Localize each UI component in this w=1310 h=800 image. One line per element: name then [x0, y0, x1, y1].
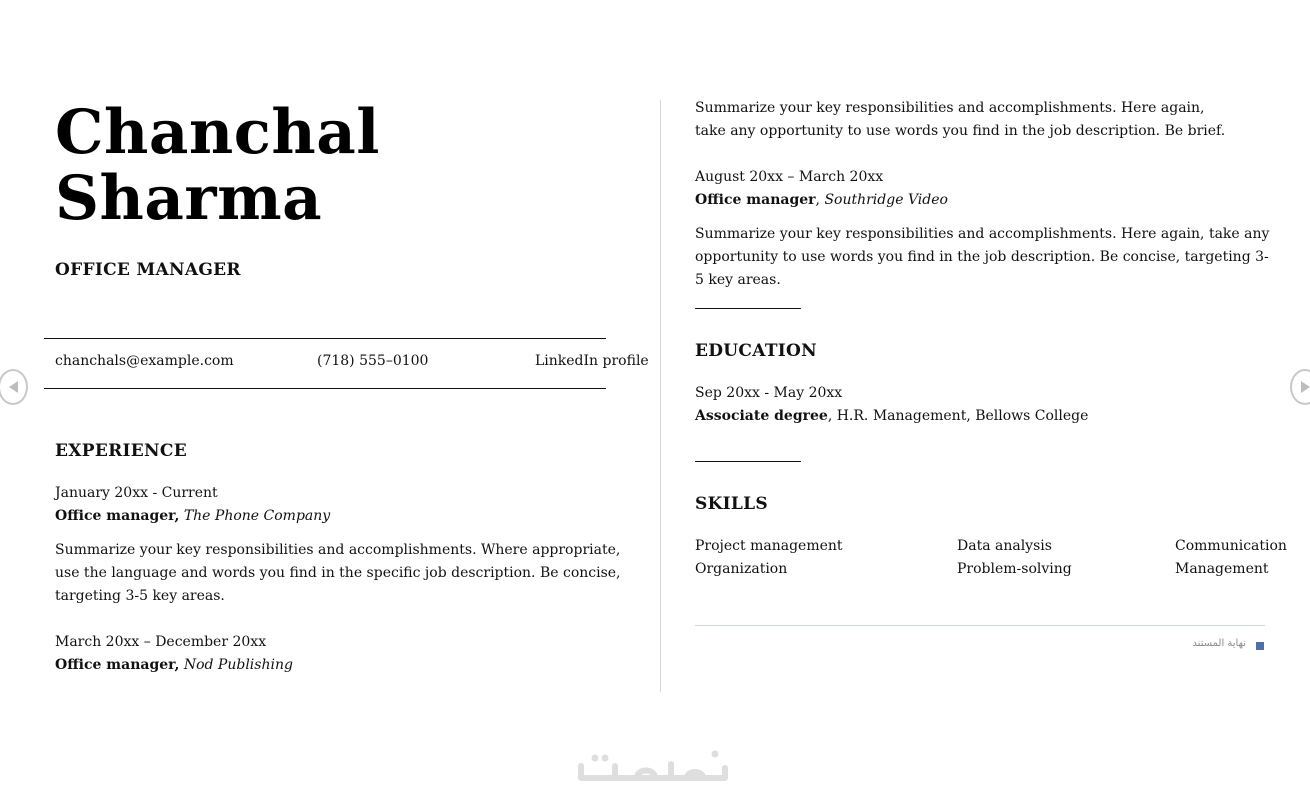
- chevron-right-icon: [1301, 381, 1310, 393]
- job-2-company: Nod Publishing: [183, 657, 293, 673]
- contact-email[interactable]: chanchals@example.com: [55, 353, 234, 369]
- job-title: OFFICE MANAGER: [55, 260, 241, 280]
- education-heading: EDUCATION: [695, 341, 817, 361]
- job-1-summary: Summarize your key responsibilities and accomplishments. Where appropriate, use the language and words you find in the specific job description. Be concise, targeting 3-5 key areas.: [55, 542, 621, 604]
- document-end-line: [695, 625, 1265, 626]
- skill-item: Management: [1175, 561, 1269, 577]
- candidate-last-name: Sharma: [55, 163, 323, 234]
- job-2-dates: March 20xx – December 20xx: [55, 634, 267, 650]
- job-2-summary: Summarize your key responsibilities and accomplishments. Here again, take any opportunity to use words you find in the job description. Be brief.: [695, 100, 1226, 139]
- end-of-document-marker-icon: [1256, 642, 1264, 650]
- next-page-button[interactable]: [1290, 369, 1310, 405]
- skills-separator: [695, 461, 801, 462]
- skill-item: Organization: [695, 561, 788, 577]
- skill-item: Project management: [695, 538, 843, 554]
- job-3-role: Office manager, Southridge Video: [695, 192, 948, 208]
- education-separator: [695, 308, 801, 309]
- education-degree-line: Associate degree, H.R. Management, Bellows College: [695, 408, 1089, 424]
- job-3-title: Office manager: [695, 192, 816, 208]
- job-3-dates: August 20xx – March 20xx: [695, 169, 884, 185]
- skill-item: Problem-solving: [957, 561, 1072, 577]
- job-3-company: Southridge Video: [824, 192, 948, 208]
- previous-page-button[interactable]: [0, 369, 28, 405]
- education-details: H.R. Management, Bellows College: [836, 408, 1089, 424]
- skill-item: Data analysis: [957, 538, 1052, 554]
- job-2-role: [55, 654, 293, 677]
- khamsat-watermark-logo: [575, 746, 735, 786]
- contact-phone[interactable]: (718) 555–0100: [317, 353, 429, 369]
- job-1-company: The Phone Company: [183, 508, 331, 524]
- education-degree: Associate degree: [695, 408, 828, 424]
- education-dates: Sep 20xx - May 20xx: [695, 385, 843, 401]
- job-3-summary: Summarize your key responsibilities and accomplishments. Here again, take any opportunity to use words you find in the job description. Be concise, targeting 3-5 key areas.: [695, 226, 1270, 288]
- end-of-document-label: نهاية المستند: [1192, 638, 1246, 649]
- contact-top-rule: [44, 338, 606, 339]
- candidate-first-name: Chanchal: [55, 97, 380, 168]
- candidate-name: [55, 97, 380, 234]
- contact-bottom-rule: [44, 388, 606, 389]
- job-1-title: Office manager,: [55, 508, 180, 524]
- contact-linkedin[interactable]: LinkedIn profile: [535, 353, 649, 369]
- job-2-title: Office manager,: [55, 657, 180, 673]
- column-divider: [660, 100, 661, 692]
- experience-heading: EXPERIENCE: [55, 441, 187, 461]
- job-1-dates: January 20xx - Current: [55, 485, 218, 501]
- skill-item: Communication: [1175, 538, 1287, 554]
- chevron-left-icon: [9, 381, 18, 393]
- job-1-role: [55, 505, 330, 528]
- skills-heading: SKILLS: [695, 494, 768, 514]
